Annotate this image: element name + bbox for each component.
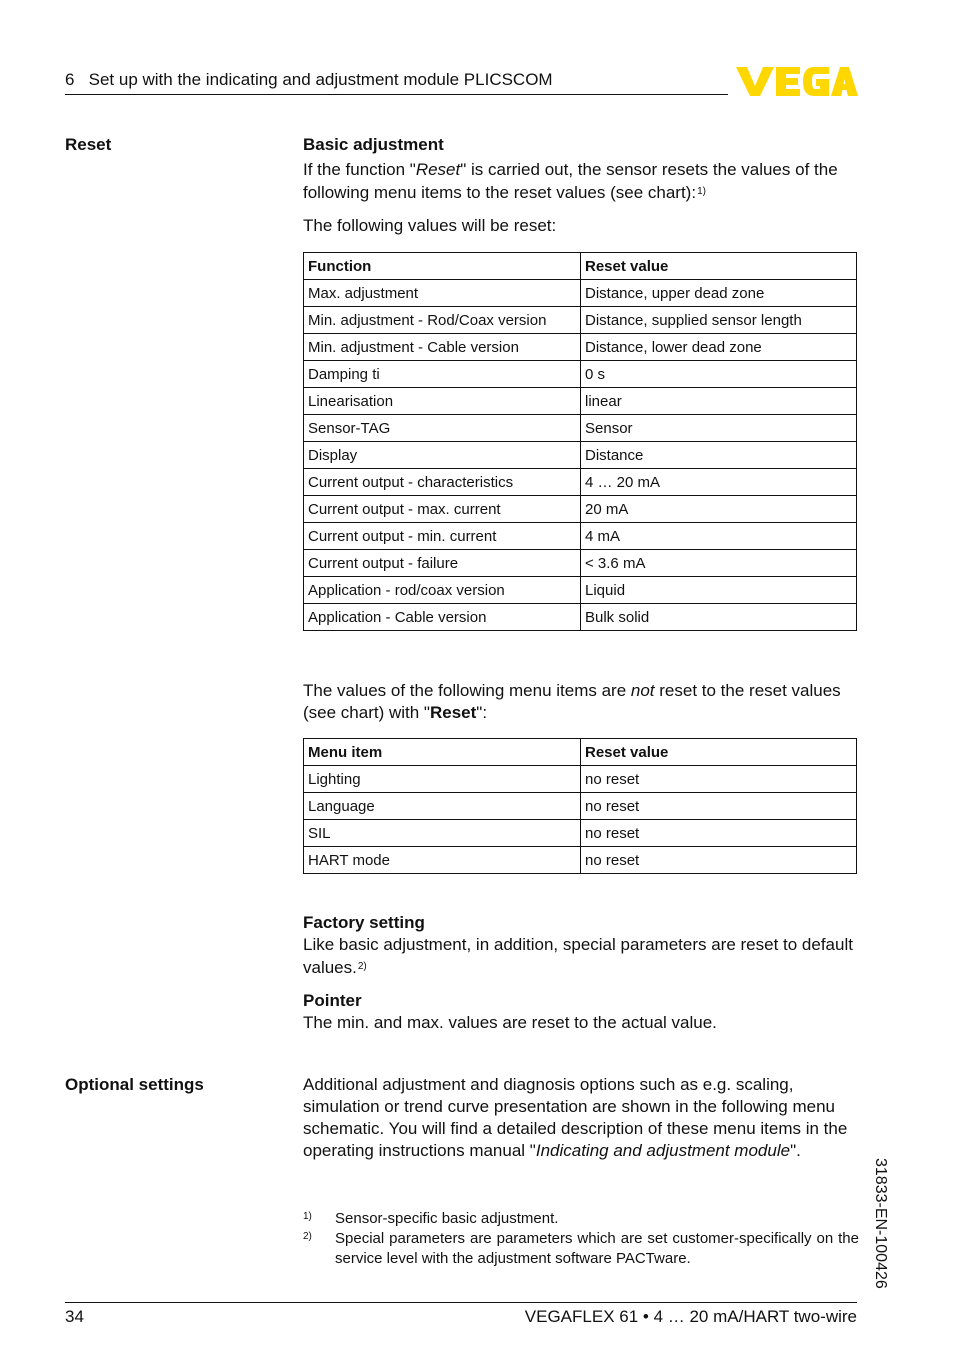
factory-setting-text: Like basic adjustment, in addition, special parameters are reset to default values.$^{2)}$: [303, 935, 853, 977]
cell-item: Application - rod/coax version: [304, 577, 581, 604]
table-row: [304, 550, 857, 577]
footnote-ref-1: 1): [697, 186, 706, 197]
table-row: [304, 496, 857, 523]
table-row: [304, 361, 857, 388]
cell-reset-value: 4 mA: [581, 523, 857, 550]
footnote-text: Sensor-specific basic adjustment.: [335, 1210, 559, 1227]
table-row: [304, 388, 857, 415]
page-number: 34: [65, 1307, 84, 1326]
table-row: [304, 280, 857, 307]
cell-item: HART mode: [304, 847, 581, 874]
not-reset-table: [303, 738, 857, 874]
table-row: [304, 442, 857, 469]
cell-reset-value: < 3.6 mA: [581, 550, 857, 577]
table-row: [304, 820, 857, 847]
table-row: [304, 469, 857, 496]
table-row: [304, 577, 857, 604]
basic-adjustment-intro: If the function "Reset" is carried out, the sensor resets the values of the following menu items to the reset values (see chart):$^{1)}$: [303, 160, 838, 202]
table-header-row: [304, 739, 857, 766]
footnote-ref-2: 2): [357, 961, 367, 972]
cell-item: Lighting: [304, 766, 581, 793]
pointer-heading: Pointer: [303, 991, 362, 1010]
column-header: Reset value: [581, 739, 857, 766]
table-row: [304, 793, 857, 820]
cell-reset-value: 0 s: [581, 361, 857, 388]
table-row: [304, 334, 857, 361]
cell-reset-value: Bulk solid: [581, 604, 857, 631]
cell-reset-value: Sensor: [581, 415, 857, 442]
basic-adjustment-heading: Basic adjustment: [303, 135, 444, 154]
footnote-mark: 1): [303, 1211, 312, 1222]
footer-rule: [65, 1302, 857, 1303]
reset-values-table: [303, 252, 857, 631]
cell-reset-value: Liquid: [581, 577, 857, 604]
cell-item: Current output - failure: [304, 550, 581, 577]
product-name: VEGAFLEX 61 • 4 … 20 mA/HART two-wire: [524, 1307, 857, 1326]
cell-reset-value: Distance, lower dead zone: [581, 334, 857, 361]
section-label-optional-settings: Optional settings: [65, 1075, 204, 1094]
table-row: [304, 415, 857, 442]
cell-reset-value: no reset: [581, 766, 857, 793]
cell-reset-value: Distance: [581, 442, 857, 469]
cell-item: Min. adjustment - Rod/Coax version: [304, 307, 581, 334]
cell-item: SIL: [304, 820, 581, 847]
cell-item: Current output - min. current: [304, 523, 581, 550]
footnote-2: [303, 1229, 859, 1269]
section-label-reset: Reset: [65, 135, 112, 154]
cell-item: Application - Cable version: [304, 604, 581, 631]
cell-item: Sensor-TAG: [304, 415, 581, 442]
chapter-title: 6 Set up with the indicating and adjustment module PLICSCOM: [65, 70, 553, 89]
cell-reset-value: Distance, upper dead zone: [581, 280, 857, 307]
factory-setting-heading: Factory setting: [303, 913, 425, 932]
cell-reset-value: Distance, supplied sensor length: [581, 307, 857, 334]
cell-item: Current output - characteristics: [304, 469, 581, 496]
table-row: [304, 523, 857, 550]
table-row: [304, 307, 857, 334]
cell-item: Display: [304, 442, 581, 469]
not-reset-intro: The values of the following menu items are not reset to the reset values (see chart) with "Reset":: [303, 681, 841, 722]
cell-item: Min. adjustment - Cable version: [304, 334, 581, 361]
cell-reset-value: 20 mA: [581, 496, 857, 523]
footnote-mark: 2): [303, 1231, 312, 1242]
cell-item: Current output - max. current: [304, 496, 581, 523]
optional-settings-text: Additional adjustment and diagnosis options such as e.g. scaling, simulation or trend curve presentation are shown in the following menu schematic. You will find a detailed description of these menu items in the operating instructions manual "Indicating and adjustment module".: [303, 1075, 848, 1160]
table-row: [304, 604, 857, 631]
footnote-1: [303, 1209, 859, 1229]
cell-reset-value: 4 … 20 mA: [581, 469, 857, 496]
document-number: 31833-EN-100426: [872, 1158, 889, 1289]
header-rule: [65, 94, 728, 95]
cell-item: Damping ti: [304, 361, 581, 388]
cell-reset-value: no reset: [581, 820, 857, 847]
values-reset-line: The following values will be reset:: [303, 216, 557, 235]
table-row: [304, 847, 857, 874]
cell-reset-value: no reset: [581, 847, 857, 874]
cell-reset-value: linear: [581, 388, 857, 415]
cell-reset-value: no reset: [581, 793, 857, 820]
cell-item: Language: [304, 793, 581, 820]
cell-item: Max. adjustment: [304, 280, 581, 307]
column-header: Reset value: [581, 253, 857, 280]
pointer-text: The min. and max. values are reset to the actual value.: [303, 1013, 717, 1032]
table-row: [304, 766, 857, 793]
table-header-row: [304, 253, 857, 280]
column-header: Menu item: [304, 739, 581, 766]
cell-item: Linearisation: [304, 388, 581, 415]
vega-logo: [734, 64, 858, 98]
footnote-text: Special parameters are parameters which are set customer-specifically on the service level with the adjustment software PACTware.: [335, 1230, 859, 1267]
column-header: Function: [304, 253, 581, 280]
